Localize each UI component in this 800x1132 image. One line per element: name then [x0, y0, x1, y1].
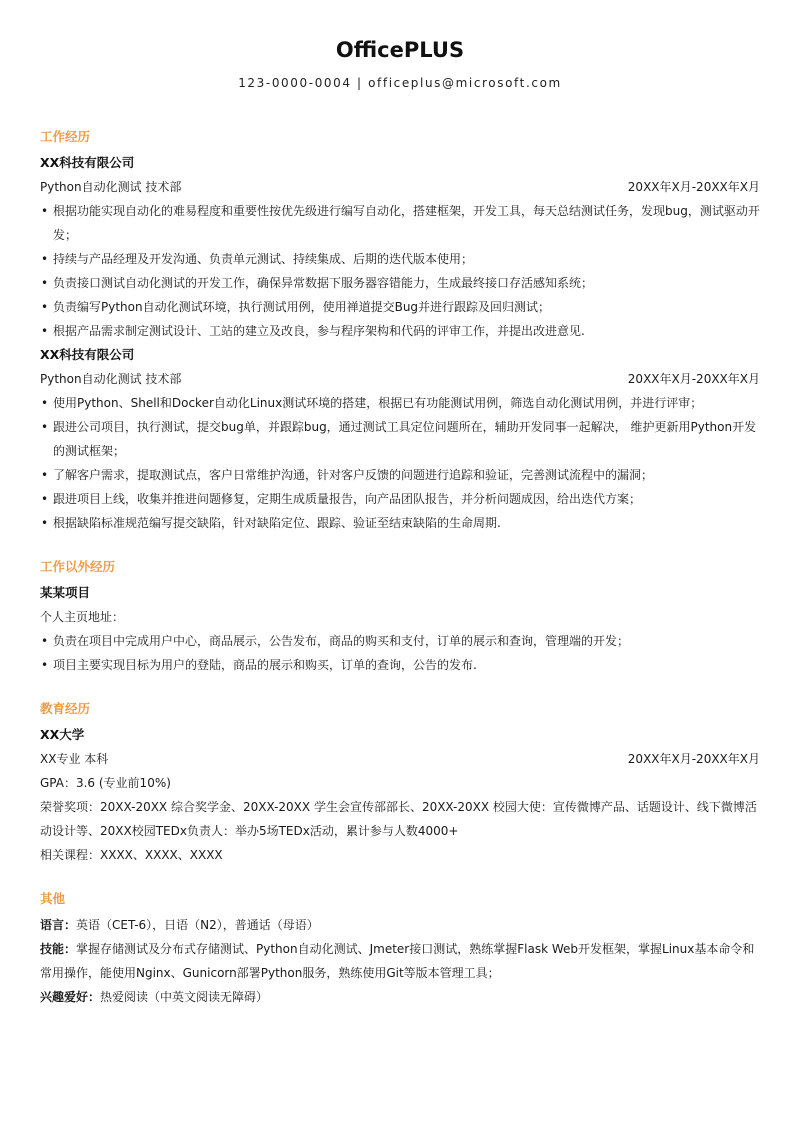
- awards: 荣誉奖项：20XX-20XX 综合奖学金、20XX-20XX 学生会宣传部部长、20XX-20XX 校园大使：宣传微博产品、话题设计、线下微博活动设计等、20XX校园TEDx负责人：举办5场TEDx活动，累计参与人数4000+: [40, 800, 757, 838]
- bullet-item: • 跟进公司项目，执行测试，提交bug单，并跟踪bug，通过测试工具定位问题所在，辅助开发同事一起解决， 维护更新用Python开发的测试框架；: [40, 415, 760, 463]
- job-entry: [40, 151, 760, 343]
- company-name: XX科技有限公司: [40, 155, 135, 170]
- resume-content: [40, 123, 760, 1009]
- section-title-work: 工作经历: [40, 129, 91, 144]
- skills-label: 技能：: [40, 942, 77, 956]
- project-name: 某某项目: [40, 585, 91, 600]
- project-bullets: [40, 629, 760, 677]
- bullet-item: • 负责编写Python自动化测试环境，执行测试用例，使用禅道提交Bug并进行跟踪及回归测试；: [40, 295, 760, 319]
- contact-info: 123-0000-0004 | officeplus@microsoft.com: [238, 76, 562, 90]
- job-meta: [40, 175, 760, 199]
- bullet-item: • 根据产品需求制定测试设计、工站的建立及改良，参与程序架构和代码的评审工作，并提出改进意见.: [40, 319, 760, 343]
- section-title-other: 其他: [40, 891, 66, 906]
- job-role: Python自动化测试 技术部: [40, 180, 182, 194]
- skills-line: [40, 937, 760, 985]
- job-bullets: [40, 199, 760, 343]
- job-date: 20XX年X月-20XX年X月: [627, 372, 760, 386]
- bullet-item: • 使用Python、Shell和Docker自动化Linux测试环境的搭建，根据已有功能测试用例，筛选自动化测试用例，并进行评审；: [40, 391, 760, 415]
- job-bullets: [40, 391, 760, 535]
- gpa: GPA：3.6 (专业前10%): [40, 776, 171, 790]
- language-label: 语言：: [40, 918, 77, 932]
- job-entry: [40, 343, 760, 535]
- bullet-item: • 负责在项目中完成用户中心，商品展示，公告发布，商品的购买和支付，订单的展示和查询，管理端的开发；: [40, 629, 760, 653]
- language-value: 英语（CET-6），日语（N2），普通话（母语）: [76, 918, 319, 932]
- job-role: Python自动化测试 技术部: [40, 372, 182, 386]
- bullet-item: • 负责接口测试自动化测试的开发工作，确保异常数据下服务器容错能力，生成最终接口存活感知系统；: [40, 271, 760, 295]
- hobby-line: [40, 985, 760, 1009]
- hobby-value: 热爱阅读（中英文阅读无障碍）: [100, 990, 269, 1004]
- homepage-label: 个人主页地址：: [40, 610, 125, 624]
- candidate-name: OfficePLUS: [335, 38, 465, 62]
- language-line: [40, 913, 760, 937]
- school-name: XX大学: [40, 727, 85, 742]
- job-meta: [40, 367, 760, 391]
- hobby-label: 兴趣爱好：: [40, 990, 101, 1004]
- education-meta: [40, 747, 760, 771]
- section-title-extra: 工作以外经历: [40, 559, 116, 574]
- bullet-item: • 了解客户需求，提取测试点，客户日常维护沟通，针对客户反馈的问题进行追踪和验证，完善测试流程中的漏洞；: [40, 463, 760, 487]
- bullet-item: • 根据缺陷标准规范编写提交缺陷，针对缺陷定位、跟踪、验证至结束缺陷的生命周期.: [40, 511, 760, 535]
- job-date: 20XX年X月-20XX年X月: [627, 180, 760, 194]
- bullet-item: • 项目主要实现目标为用户的登陆，商品的展示和购买，订单的查询，公告的发布.: [40, 653, 760, 677]
- skills-value: 掌握存储测试及分布式存储测试、Python自动化测试、Jmeter接口测试，熟练掌握Flask Web开发框架，掌握Linux基本命令和常用操作，能使用Nginx、Gunicorn部署Python服务，熟练使用Git等版本管理工具；: [40, 942, 755, 980]
- bullet-item: • 根据功能实现自动化的难易程度和重要性按优先级进行编写自动化，搭建框架，开发工具，每天总结测试任务，发现bug，测试驱动开发；: [40, 199, 760, 247]
- bullet-item: • 跟进项目上线，收集并推进问题修复，定期生成质量报告，向产品团队报告，并分析问题成因，给出迭代方案；: [40, 487, 760, 511]
- major: XX专业 本科: [40, 752, 109, 766]
- company-name: XX科技有限公司: [40, 347, 135, 362]
- bullet-item: • 持续与产品经理及开发沟通、负责单元测试、持续集成、后期的迭代版本使用；: [40, 247, 760, 271]
- courses: 相关课程：XXXX、XXXX、XXXX: [40, 848, 223, 862]
- section-title-education: 教育经历: [40, 701, 91, 716]
- education-date: 20XX年X月-20XX年X月: [627, 752, 760, 766]
